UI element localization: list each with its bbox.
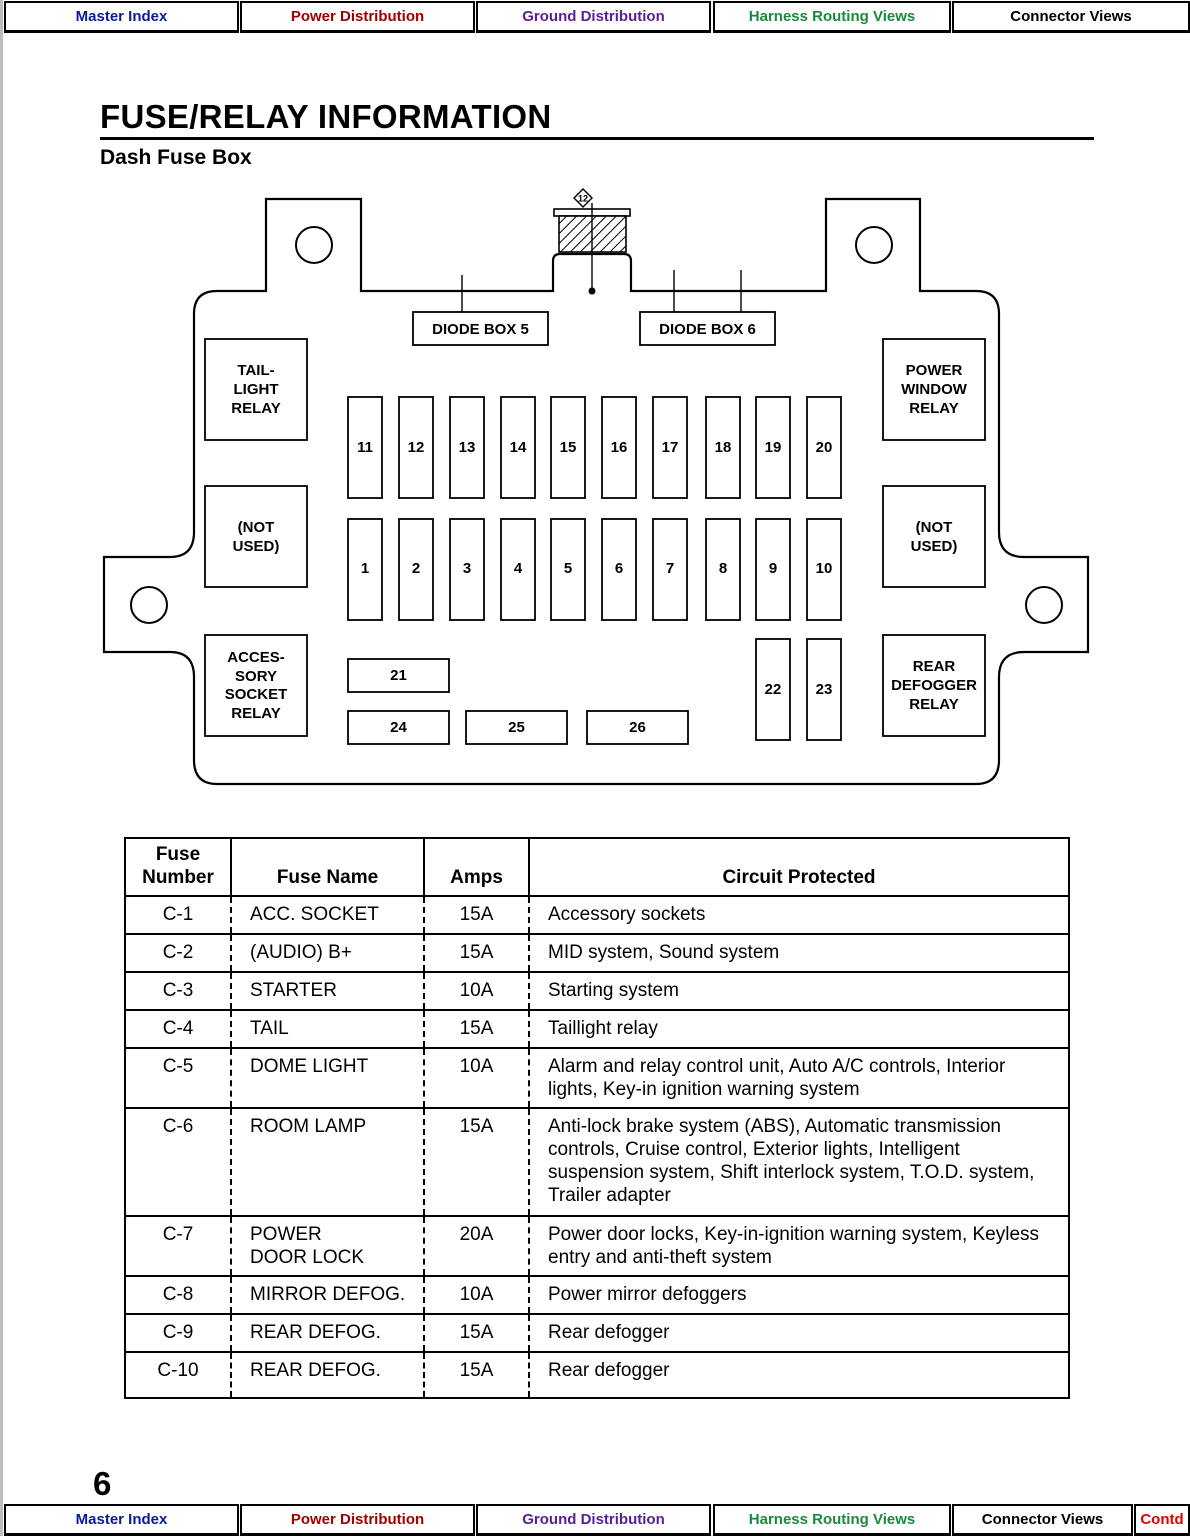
svg-text:21: 21: [390, 667, 407, 684]
not-used-relay-left: [205, 486, 307, 587]
svg-text:RELAY: RELAY: [231, 400, 281, 417]
svg-text:RELAY: RELAY: [909, 400, 959, 417]
svg-text:1: 1: [360, 560, 370, 577]
fuse-number: C-6: [125, 1108, 231, 1216]
svg-text:WINDOW: WINDOW: [901, 381, 967, 398]
circuit-protected: Power mirror defoggers: [529, 1276, 1069, 1314]
fuse-slot-26: [587, 711, 688, 744]
fuse-slot-6: [602, 519, 636, 620]
fuse-name: DOME LIGHT: [231, 1048, 424, 1108]
fuse-slot-15: [551, 397, 585, 498]
fuse-slot-4: [501, 519, 535, 620]
fuse-slot-21: [348, 659, 449, 692]
circuit-protected: Accessory sockets: [529, 896, 1069, 934]
fuse-number: C-2: [125, 934, 231, 972]
fuse-slot-9: [756, 519, 790, 620]
fuse-slot-1: [348, 519, 382, 620]
table-row: [125, 1314, 1069, 1352]
fuse-slot-25: [466, 711, 567, 744]
fuse-slot-2: [399, 519, 433, 620]
fuse-name: REAR DEFOG.: [231, 1352, 424, 1398]
svg-text:24: 24: [390, 719, 407, 736]
circuit-protected: Anti-lock brake system (ABS), Automatic transmission controls, Cruise control, Exterior lights, Intelligent suspension system, Shift interlock system, T.O.D. system, Trailer adapter: [529, 1108, 1069, 1216]
svg-text:23: 23: [815, 681, 833, 698]
table-row: [125, 934, 1069, 972]
svg-text:(NOT: (NOT: [237, 519, 275, 536]
svg-text:18: 18: [714, 439, 732, 456]
fuse-name: ACC. SOCKET: [231, 896, 424, 934]
power-distribution-link[interactable]: Power Distribution: [240, 1, 475, 33]
fuse-number: C-4: [125, 1010, 231, 1048]
svg-text:DIODE BOX 5: DIODE BOX 5: [432, 321, 529, 338]
fuse-amps: 10A: [424, 1048, 529, 1108]
table-row: [125, 1352, 1069, 1398]
fuse-number: C-9: [125, 1314, 231, 1352]
header-amps: Amps: [424, 838, 529, 896]
page-subtitle: Dash Fuse Box: [100, 146, 252, 169]
mounting-hole: [1026, 587, 1062, 623]
header-fuse-number: Fuse Number: [125, 838, 231, 896]
circuit-protected: Rear defogger: [529, 1352, 1069, 1398]
ground-distribution-link[interactable]: Ground Distribution: [476, 1504, 711, 1536]
fuse-slot-24: [348, 711, 449, 744]
svg-text:8: 8: [718, 560, 728, 577]
svg-text:USED): USED): [232, 538, 280, 555]
accessory-socket-relay: [205, 635, 307, 736]
svg-text:POWER: POWER: [905, 362, 963, 379]
svg-text:RELAY: RELAY: [231, 705, 281, 722]
circuit-protected: Rear defogger: [529, 1314, 1069, 1352]
mounting-hole: [296, 227, 332, 263]
svg-text:6: 6: [614, 560, 624, 577]
table-row: [125, 1048, 1069, 1108]
svg-text:7: 7: [665, 560, 675, 577]
fuse-number: C-8: [125, 1276, 231, 1314]
fuse-slot-5: [551, 519, 585, 620]
master-index-link[interactable]: Master Index: [4, 1504, 239, 1536]
circuit-protected: Power door locks, Key-in-ignition warning system, Keyless entry and anti-theft system: [529, 1216, 1069, 1276]
fuse-slot-14: [501, 397, 535, 498]
svg-text:13: 13: [458, 439, 476, 456]
fuse-slot-23: [807, 639, 841, 740]
header-circuit-protected: Circuit Protected: [529, 838, 1069, 896]
svg-text:DEFOGGER: DEFOGGER: [891, 677, 977, 694]
fuse-amps: 20A: [424, 1216, 529, 1276]
table-header-row: [125, 838, 1069, 896]
fuse-slot-20: [807, 397, 841, 498]
svg-text:25: 25: [508, 719, 525, 736]
svg-text:SOCKET: SOCKET: [224, 686, 288, 703]
svg-text:15: 15: [559, 439, 577, 456]
fuse-name: REAR DEFOG.: [231, 1314, 424, 1352]
master-index-link[interactable]: Master Index: [4, 1, 239, 33]
svg-text:14: 14: [509, 439, 527, 456]
table-row: [125, 896, 1069, 934]
fuse-amps: 15A: [424, 1108, 529, 1216]
svg-text:9: 9: [768, 560, 778, 577]
fuse-slot-11: [348, 397, 382, 498]
fuse-slot-12: [399, 397, 433, 498]
svg-text:19: 19: [764, 439, 782, 456]
fuse-name: TAIL: [231, 1010, 424, 1048]
fuse-amps: 15A: [424, 934, 529, 972]
svg-text:26: 26: [629, 719, 646, 736]
fuse-slot-17: [653, 397, 687, 498]
diode-box-6: [640, 312, 775, 345]
svg-text:RELAY: RELAY: [909, 696, 959, 713]
fuse-slot-18: [706, 397, 740, 498]
power-distribution-link[interactable]: Power Distribution: [240, 1504, 475, 1536]
svg-text:17: 17: [661, 439, 679, 456]
svg-text:DIODE BOX 6: DIODE BOX 6: [659, 321, 756, 338]
harness-routing-views-link[interactable]: Harness Routing Views: [713, 1, 951, 33]
fuse-number: C-10: [125, 1352, 231, 1398]
svg-text:ACCES-: ACCES-: [227, 649, 285, 666]
mounting-hole: [856, 227, 892, 263]
fuse-name: (AUDIO) B+: [231, 934, 424, 972]
fuse-name: STARTER: [231, 972, 424, 1010]
fuse-amps: 15A: [424, 1352, 529, 1398]
fuse-amps: 10A: [424, 972, 529, 1010]
table-row: [125, 1276, 1069, 1314]
fuse-table: [124, 837, 1070, 1399]
svg-text:5: 5: [563, 560, 573, 577]
svg-text:11: 11: [357, 439, 373, 456]
fuse-number: C-5: [125, 1048, 231, 1108]
fuse-number: C-7: [125, 1216, 231, 1276]
svg-text:12: 12: [407, 439, 425, 456]
table-row: [125, 972, 1069, 1010]
power-window-relay: [883, 339, 985, 440]
svg-text:16: 16: [610, 439, 628, 456]
circuit-protected: MID system, Sound system: [529, 934, 1069, 972]
fuse-amps: 15A: [424, 1314, 529, 1352]
not-used-relay-right: [883, 486, 985, 587]
circuit-protected: Starting system: [529, 972, 1069, 1010]
svg-text:4: 4: [513, 560, 523, 577]
svg-text:LIGHT: LIGHT: [233, 381, 279, 398]
svg-text:USED): USED): [910, 538, 958, 555]
diode-box-5: [413, 312, 548, 345]
mounting-stud: [554, 189, 630, 295]
mounting-hole: [131, 587, 167, 623]
rear-defogger-relay: [883, 635, 985, 736]
fuse-row-top: [348, 397, 841, 498]
page-title: FUSE/RELAY INFORMATION: [100, 98, 552, 135]
svg-text:REAR: REAR: [912, 658, 956, 675]
fuse-slot-10: [807, 519, 841, 620]
fuse-name: MIRROR DEFOG.: [231, 1276, 424, 1314]
fuse-name: POWER DOOR LOCK: [231, 1216, 424, 1276]
table-row: [125, 1216, 1069, 1276]
fuse-amps: 15A: [424, 1010, 529, 1048]
connector-views-link[interactable]: Connector Views: [952, 1, 1190, 33]
fuse-number: C-1: [125, 896, 231, 934]
taillight-relay: [205, 339, 307, 440]
fuse-slot-3: [450, 519, 484, 620]
ground-distribution-link[interactable]: Ground Distribution: [476, 1, 711, 33]
table-row: [125, 1108, 1069, 1216]
fuse-row-bottom: [348, 519, 841, 620]
circuit-protected: Taillight relay: [529, 1010, 1069, 1048]
header-fuse-name: Fuse Name: [231, 838, 424, 896]
fuse-slot-16: [602, 397, 636, 498]
svg-text:20: 20: [815, 439, 833, 456]
fuse-amps: 10A: [424, 1276, 529, 1314]
circuit-protected: Alarm and relay control unit, Auto A/C controls, Interior lights, Key-in ignition warning system: [529, 1048, 1069, 1108]
fuse-slot-19: [756, 397, 790, 498]
fuse-amps: 15A: [424, 896, 529, 934]
fuse-slot-7: [653, 519, 687, 620]
fuse-name: ROOM LAMP: [231, 1108, 424, 1216]
mount-marker-label: 12: [577, 193, 589, 204]
svg-text:TAIL-: TAIL-: [237, 362, 275, 379]
svg-text:3: 3: [462, 560, 472, 577]
page-number: 6: [93, 1465, 112, 1502]
svg-text:(NOT: (NOT: [915, 519, 953, 536]
fuse-slot-8: [706, 519, 740, 620]
svg-text:22: 22: [764, 681, 782, 698]
svg-text:SORY: SORY: [235, 668, 277, 685]
svg-text:10: 10: [815, 560, 833, 577]
svg-text:2: 2: [411, 560, 421, 577]
contd-link[interactable]: Contd: [1134, 1504, 1190, 1536]
fuse-slot-13: [450, 397, 484, 498]
harness-routing-views-link[interactable]: Harness Routing Views: [713, 1504, 951, 1536]
connector-views-link[interactable]: Connector Views: [952, 1504, 1133, 1536]
fuse-number: C-3: [125, 972, 231, 1010]
table-row: [125, 1010, 1069, 1048]
fuse-slot-22: [756, 639, 790, 740]
